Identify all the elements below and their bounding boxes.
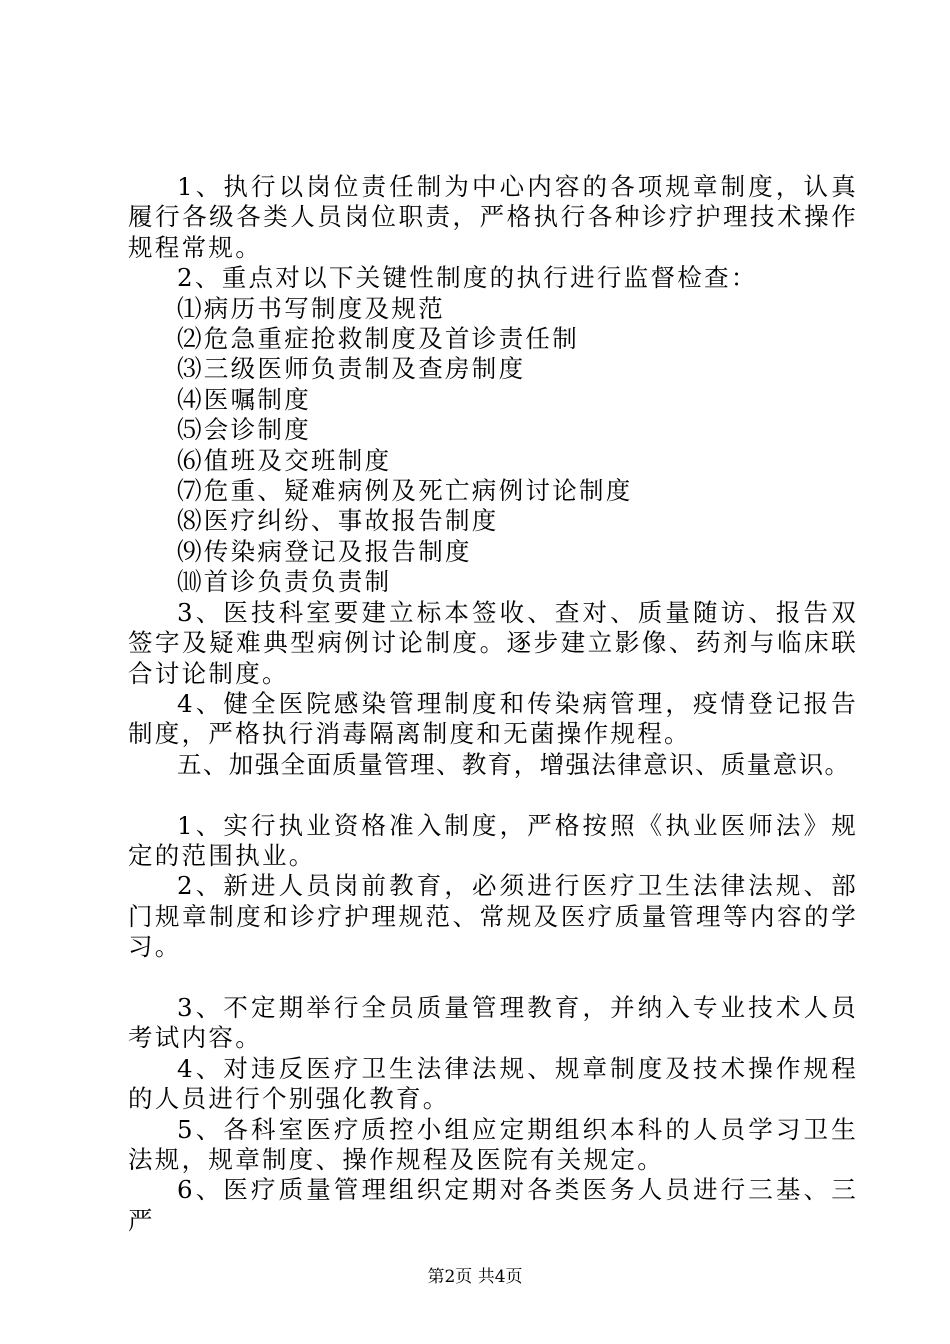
- list-item: ⑻医疗纠纷、事故报告制度: [177, 506, 499, 536]
- section-paragraph-3: 3、不定期举行全员质量管理教育，并纳入专业技术人员考试内容。: [128, 992, 858, 1053]
- section-heading: 五、加强全面质量管理、教育，增强法律意识、质量意识。: [177, 749, 851, 779]
- blank-line: [128, 780, 858, 810]
- paragraph-1: 1、执行以岗位责任制为中心内容的各项规章制度，认真履行各级各类人员岗位职责，严格执行各种诊疗护理技术操作规程常规。: [128, 172, 858, 262]
- list-item: ⑷医嘱制度: [177, 384, 311, 414]
- list-item: ⑽首诊负责负责制: [177, 567, 392, 597]
- paragraph-2: 2、重点对以下关键性制度的执行进行监督检查：: [177, 263, 758, 293]
- list-item: ⑴病历书写制度及规范: [177, 293, 445, 323]
- section-paragraph-5: 5、各科室医疗质控小组应定期组织本科的人员学习卫生法规，规章制度、操作规程及医院有关规定。: [128, 1114, 858, 1174]
- section-paragraph-1: 1、实行执业资格准入制度，严格按照《执业医师法》规定的范围执业。: [128, 810, 858, 870]
- list-item: ⑸会诊制度: [177, 415, 311, 445]
- page-number-footer: 第2页 共4页: [427, 1267, 523, 1287]
- list-item: ⑺危重、疑难病例及死亡病例讨论制度: [177, 476, 633, 506]
- list-item: ⑶三级医师负责制及查房制度: [177, 354, 526, 384]
- list-item: ⑼传染病登记及报告制度: [177, 536, 472, 566]
- list-item: ⑹值班及交班制度: [177, 445, 392, 475]
- section-paragraph-4: 4、对违反医疗卫生法律法规、规章制度及技术操作规程的人员进行个别强化教育。: [128, 1053, 858, 1114]
- paragraph-4: 4、健全医院感染管理制度和传染病管理，疫情登记报告制度，严格执行消毒隔离制度和无菌操作规程。: [128, 688, 858, 749]
- section-paragraph-2: 2、新进人员岗前教育，必须进行医疗卫生法律法规、部门规章制度和诊疗护理规范、常规及医疗质量管理等内容的学习。: [128, 871, 858, 962]
- paragraph-3: 3、医技科室要建立标本签收、查对、质量随访、报告双签字及疑难典型病例讨论制度。逐步建立影像、药剂与临床联合讨论制度。: [128, 597, 858, 688]
- document-body: [128, 172, 858, 1236]
- blank-line: [128, 963, 858, 993]
- list-item: ⑵危急重症抢救制度及首诊责任制: [177, 324, 579, 354]
- section-paragraph-6: 6、医疗质量管理组织定期对各类医务人员进行三基、三严: [128, 1175, 858, 1235]
